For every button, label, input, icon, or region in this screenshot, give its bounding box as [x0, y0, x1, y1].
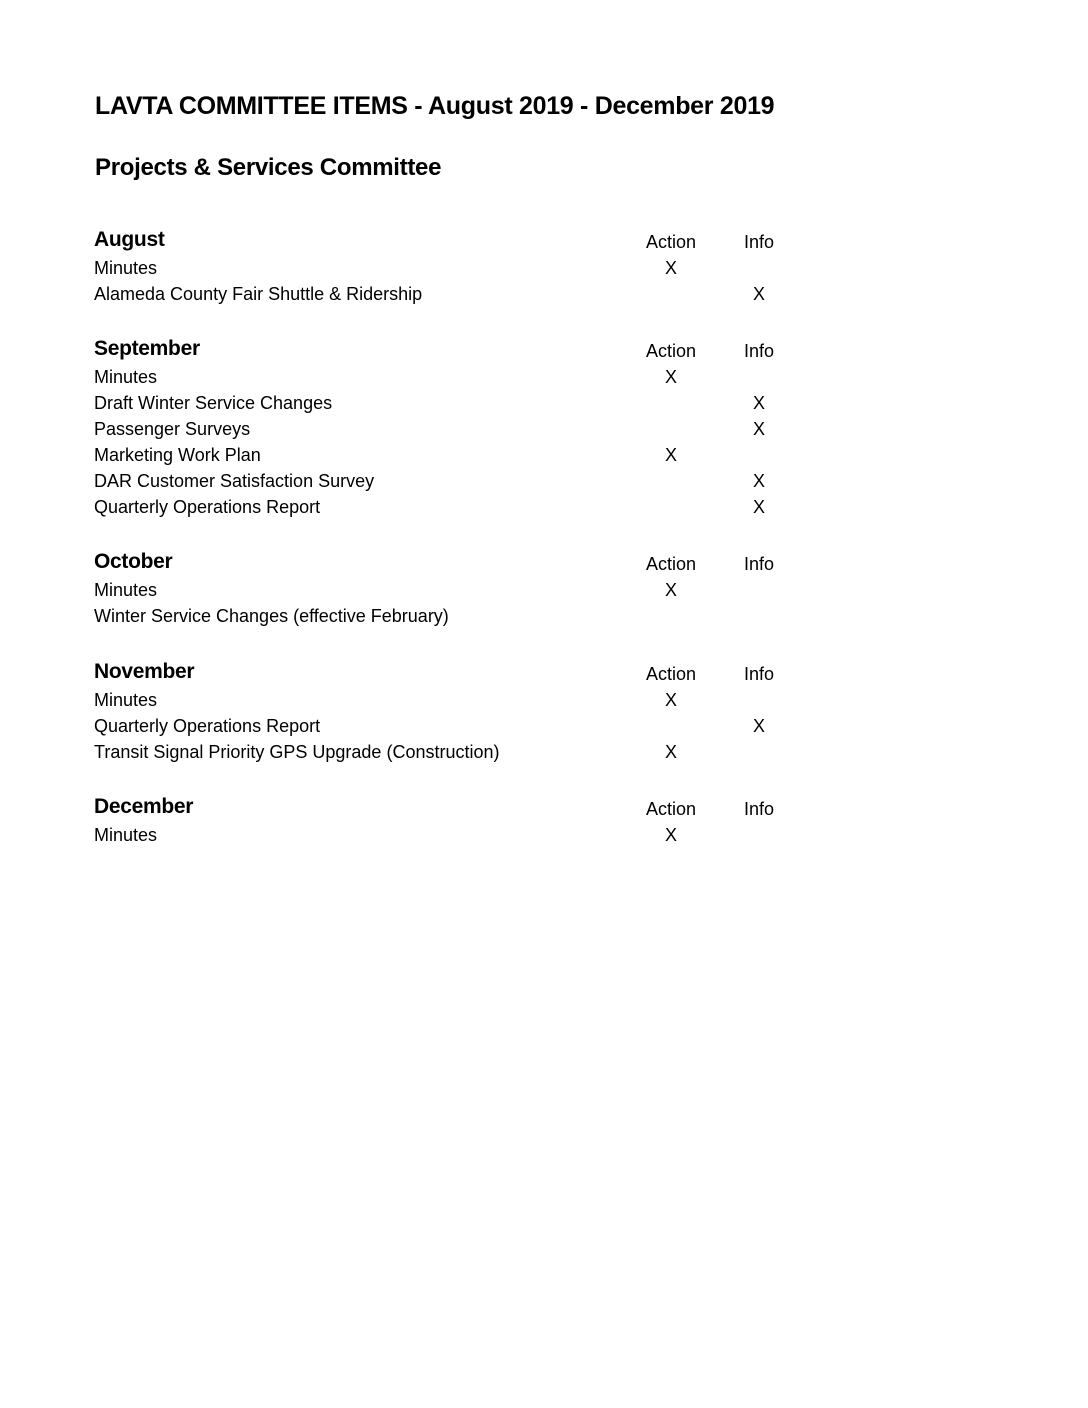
agenda-item-label: Quarterly Operations Report: [94, 497, 321, 517]
section-december: [94, 795, 814, 851]
action-mark: X: [664, 580, 677, 600]
section-header: [94, 228, 814, 258]
agenda-item-label: Marketing Work Plan: [94, 445, 261, 465]
agenda-item-row: [94, 497, 814, 523]
info-mark: X: [752, 497, 765, 517]
agenda-item-label: Minutes: [94, 825, 158, 845]
month-heading: November: [94, 660, 195, 683]
action-mark: X: [664, 690, 677, 710]
action-mark: X: [664, 742, 677, 762]
action-column-header: Action: [646, 799, 697, 819]
document-title: LAVTA COMMITTEE ITEMS - August 2019 - December 2019: [95, 92, 775, 120]
agenda-item-row: [94, 690, 814, 716]
agenda-item-row: [94, 284, 814, 310]
agenda-item-row: [94, 471, 814, 497]
agenda-item-label: Passenger Surveys: [94, 419, 251, 439]
agenda-item-row: [94, 258, 814, 284]
agenda-item-row: [94, 367, 814, 393]
section-header: [94, 660, 814, 690]
info-column-header: Info: [744, 232, 775, 252]
action-mark: X: [664, 445, 677, 465]
agenda-item-label: Minutes: [94, 258, 158, 278]
section-header: [94, 795, 814, 825]
section-september: [94, 337, 814, 523]
info-column-header: Info: [744, 664, 775, 684]
agenda-item-label: Minutes: [94, 580, 158, 600]
info-mark: X: [752, 471, 765, 491]
info-mark: X: [752, 284, 765, 304]
agenda-item-label: DAR Customer Satisfaction Survey: [94, 471, 375, 491]
action-mark: X: [664, 367, 677, 387]
action-column-header: Action: [646, 341, 697, 361]
committee-title: Projects & Services Committee: [95, 154, 442, 181]
section-header: [94, 337, 814, 367]
agenda-item-row: [94, 825, 814, 851]
agenda-item-label: Transit Signal Priority GPS Upgrade (Construction): [94, 742, 500, 762]
agenda-item-row: [94, 393, 814, 419]
info-mark: X: [752, 419, 765, 439]
month-heading: September: [94, 337, 200, 360]
agenda-item-row: [94, 580, 814, 606]
agenda-item-row: [94, 419, 814, 445]
agenda-item-row: [94, 716, 814, 742]
action-mark: X: [664, 258, 677, 278]
section-october: [94, 550, 814, 632]
action-column-header: Action: [646, 232, 697, 252]
month-heading: December: [94, 795, 194, 818]
month-heading: August: [94, 228, 165, 251]
agenda-item-row: [94, 445, 814, 471]
info-column-header: Info: [744, 799, 775, 819]
agenda-item-label: Minutes: [94, 367, 158, 387]
info-column-header: Info: [744, 341, 775, 361]
agenda-item-label: Quarterly Operations Report: [94, 716, 321, 736]
agenda-item-label: Minutes: [94, 690, 158, 710]
agenda-item-label: Alameda County Fair Shuttle & Ridership: [94, 284, 423, 304]
action-mark: X: [664, 825, 677, 845]
info-mark: X: [752, 393, 765, 413]
action-column-header: Action: [646, 664, 697, 684]
agenda-item-row: [94, 606, 814, 632]
section-header: [94, 550, 814, 580]
agenda-item-row: [94, 742, 814, 768]
agenda-item-label: Draft Winter Service Changes: [94, 393, 333, 413]
action-column-header: Action: [646, 554, 697, 574]
info-column-header: Info: [744, 554, 775, 574]
section-november: [94, 660, 814, 768]
agenda-item-label: Winter Service Changes (effective February): [94, 606, 449, 626]
info-mark: X: [752, 716, 765, 736]
month-heading: October: [94, 550, 173, 573]
section-august: [94, 228, 814, 310]
